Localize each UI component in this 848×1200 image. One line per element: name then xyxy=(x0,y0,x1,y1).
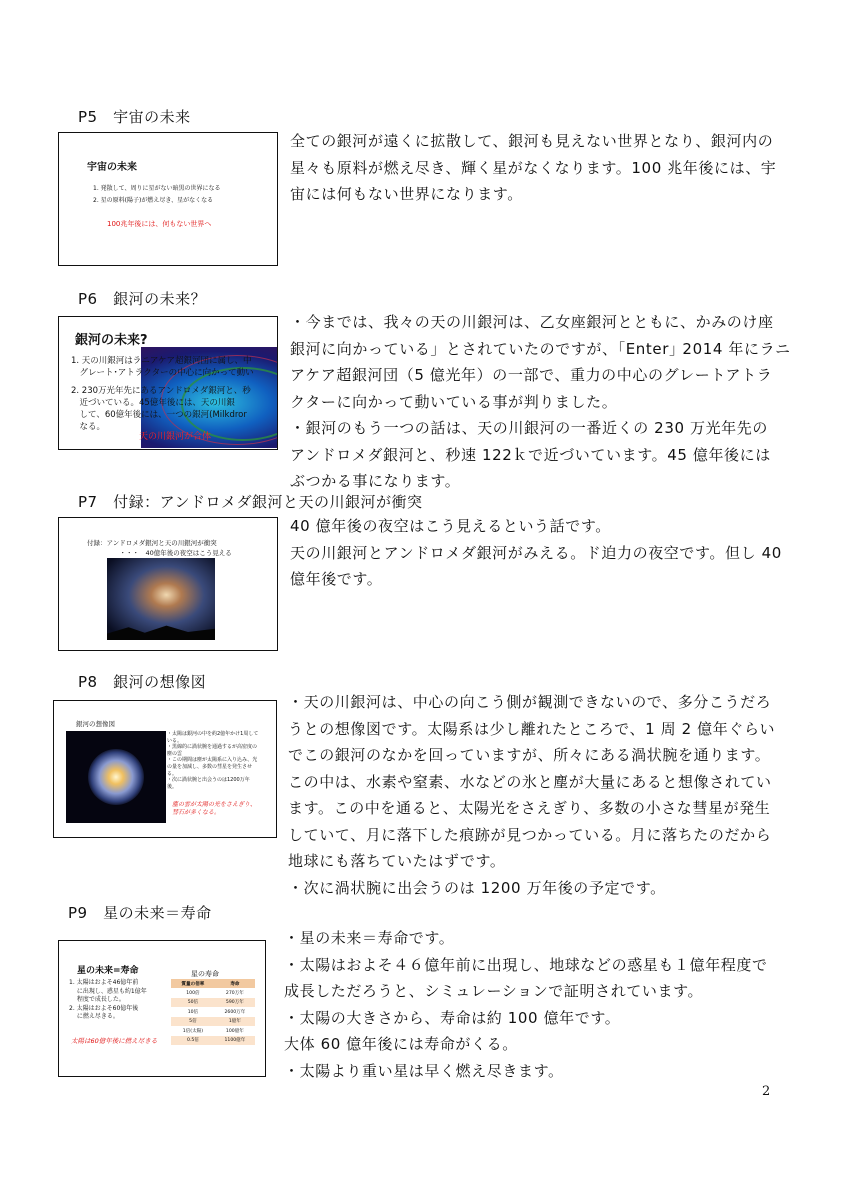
table-header-row xyxy=(171,979,255,988)
text-line: 天の川銀河とアンドロメダ銀河がみえる。ド迫力の夜空です。但し 40 xyxy=(290,543,782,562)
table-cell: 590万年 xyxy=(215,998,255,1008)
slide-p9-list xyxy=(69,979,147,1022)
slide-p7-title xyxy=(87,538,232,558)
slide-p9 xyxy=(58,940,266,1077)
text-line: ・太陽の大きさから、寿命は約 100 億年です。 xyxy=(284,1008,621,1027)
section-title-p8: P8 銀河の想像図 xyxy=(78,673,207,691)
table-row xyxy=(171,998,255,1008)
table-row xyxy=(171,1007,255,1017)
body-text-p6 xyxy=(290,309,791,495)
body-text-p9 xyxy=(284,925,768,1084)
table-row xyxy=(171,1026,255,1036)
text-line: クターに向かって動いている事が判りました。 xyxy=(290,392,618,411)
slide-p9-title: 星の未来=寿命 xyxy=(77,966,139,976)
slide-p5-item: 1. 発散して、周りに星がない暗黒の世界になる xyxy=(93,185,221,192)
body-text-p5 xyxy=(290,128,776,208)
text-line: この中は、水素や窒素、水などの氷と塵が大量にあると想像されてい xyxy=(288,772,772,791)
table-row xyxy=(171,988,255,998)
slide-p9-item: に燃え尽きる。 xyxy=(69,1013,119,1020)
section-title-p9: P9 星の未来＝寿命 xyxy=(68,904,212,922)
slide-p6-item: 1. 天の川銀河はラニアケア超銀河団に属し、中 xyxy=(71,356,252,366)
slide-p6-item: なる。 xyxy=(71,422,106,432)
slide-p6-title: 銀河の未来? xyxy=(75,333,148,348)
slide-p6-item: グレート･アトラクターの中心に向かって動い xyxy=(71,368,254,378)
slide-p6-list xyxy=(71,355,254,433)
slide-p6-item: して、60億年後には、一つの銀河(Milkdror xyxy=(71,410,247,420)
text-line: 億年後です。 xyxy=(290,570,383,588)
slide-p8-title: 銀河の想像図 xyxy=(76,720,115,728)
slide-p6-highlight: 天の川銀河が合体 xyxy=(139,432,212,442)
galaxy-core xyxy=(88,749,144,805)
table-cell: 50倍 xyxy=(171,998,215,1008)
table-cell: 2600万年 xyxy=(215,1007,255,1017)
slide-p8 xyxy=(53,700,277,838)
slide-p7-title-line: ・・・ 40億年後の夜空はこう見える xyxy=(87,549,232,557)
text-line: でこの銀河のなかを回っていますが、所々にある渦状腕を通ります。 xyxy=(288,746,771,764)
text-line: ・星の未来＝寿命です。 xyxy=(284,929,455,947)
table-cell: 0.5倍 xyxy=(171,1036,215,1046)
text-line: 40 億年後の夜空はこう見えるという話です。 xyxy=(290,517,611,535)
text-line: 大体 60 億年後には寿命がくる。 xyxy=(284,1035,518,1053)
section-title-p5: P5 宇宙の未来 xyxy=(78,108,191,126)
slide-p8-notes xyxy=(167,731,259,790)
slide-p9-item: 程度で成長した。 xyxy=(69,996,125,1003)
text-line: していて、月に落下した痕跡が見つかっている。月に落ちたのだから xyxy=(288,825,772,844)
slide-p9-item: に出現し、惑星も約1億年 xyxy=(69,987,147,995)
page-number: 2 xyxy=(762,1084,771,1099)
text-line: ・太陽より重い星は早く燃え尽きます。 xyxy=(284,1061,564,1080)
slide-p8-highlight-line: 彗石が多くなる。 xyxy=(172,809,221,816)
slide-p6-item: 2. 230万光年先にあるアンドロメダ銀河と、秒 xyxy=(71,386,251,396)
slide-p8-note: ・黒線的に渦状腕を通過するが高密度の塵の雲 xyxy=(167,744,258,757)
table-row xyxy=(171,1036,255,1046)
text-line: 地球にも落ちていたはずです。 xyxy=(288,852,506,870)
table-row xyxy=(171,1017,255,1027)
galaxy-collision-image xyxy=(107,558,215,640)
text-line: ・太陽はおよそ４６億年前に出現し、地球などの惑星も１億年程度で xyxy=(284,955,768,974)
slide-p5-list xyxy=(93,183,221,207)
table-header: 寿命 xyxy=(215,979,255,988)
slide-p5-item: 2. 星の原料(陽子)が燃え尽き、星がなくなる xyxy=(93,197,214,204)
slide-p5 xyxy=(58,132,278,266)
text-line: 宙には何もない世界になります。 xyxy=(290,185,523,203)
star-lifetime-table-title: 星の寿命 xyxy=(191,970,219,978)
slide-p7-title-line: 付録：アンドロメダ銀河と天の川銀河が衝突 xyxy=(87,539,217,547)
table-header: 質量の倍率 xyxy=(171,979,215,988)
table-cell: 1倍(太陽) xyxy=(171,1026,215,1036)
text-line: ぶつかる事になります。 xyxy=(290,472,461,490)
body-text-p7 xyxy=(290,513,782,593)
slide-p8-note: ・この期間は塵が太陽系に入り込み、光の量を加減し、多数の彗星を発生させる。 xyxy=(167,757,258,777)
table-cell: 100億年 xyxy=(215,1026,255,1036)
star-lifetime-table xyxy=(171,979,255,1045)
text-line: ・銀河のもう一つの話は、天の川銀河の一番近くの 230 万光年先の xyxy=(290,419,768,437)
slide-p9-item: 2. 太陽はおよそ60億年後 xyxy=(69,1004,139,1012)
table-cell: 10倍 xyxy=(171,1007,215,1017)
slide-p6-item: 近づいている。45億年後には、天の川銀 xyxy=(71,398,235,408)
slide-p7 xyxy=(58,517,278,651)
slide-p8-note: ・太陽は銀河の中を約2億年かけ1周している。 xyxy=(167,731,259,744)
mountain-silhouette xyxy=(107,624,215,640)
text-line: アンドロメダ銀河と、秒速 122ｋで近づいています。45 億年後には xyxy=(290,445,771,464)
slide-p8-highlight-line: 塵の雲が太陽の光をさえぎり、 xyxy=(172,801,257,808)
text-line: アケア超銀河団（5 億光年）の一部で、重力の中心のグレートアトラ xyxy=(290,366,773,384)
text-line: 成長しただろうと、シミュレーションで証明されています。 xyxy=(284,982,704,1000)
text-line: ・次に渦状腕に出会うのは 1200 万年後の予定です。 xyxy=(288,878,666,897)
slide-p5-title: 宇宙の未来 xyxy=(87,162,137,173)
text-line: 銀河に向かっている」とされていたのですが、｢Enter｣ 2014 年にラニ xyxy=(290,339,791,358)
text-line: ・天の川銀河は、中心の向こう側が観測できないので、多分こうだろ xyxy=(288,693,772,711)
section-title-p6: P6 銀河の未来？ xyxy=(78,290,207,308)
slide-p8-highlight xyxy=(172,801,256,817)
table-cell: 1億年 xyxy=(215,1017,255,1027)
slide-p5-highlight: 100兆年後には、何もない世界へ xyxy=(107,220,212,228)
body-text-p8 xyxy=(288,689,775,901)
table-cell: 270万年 xyxy=(215,988,255,998)
text-line: 星々も原料が燃え尽き、輝く星がなくなります。100 兆年後には、宇 xyxy=(290,158,777,177)
text-line: ます。この中を通ると、太陽光をさえぎり、多数の小さな彗星が発生 xyxy=(288,799,771,817)
slide-p9-item: 1. 太陽はおよそ46億年前 xyxy=(69,979,139,986)
section-title-p7: P7 付録：アンドロメダ銀河と天の川銀河が衝突 xyxy=(78,493,423,511)
slide-p6 xyxy=(58,316,278,450)
slide-p9-highlight: 太陽は60億年後に燃え尽きる xyxy=(71,1037,158,1045)
table-cell: 100倍 xyxy=(171,988,215,998)
table-cell: 1100億年 xyxy=(215,1036,255,1046)
slide-p8-note: ・次に渦状腕と出会うのは1200万年後。 xyxy=(167,777,250,790)
text-line: ・今までは、我々の天の川銀河は、乙女座銀河とともに、かみのけ座 xyxy=(290,313,774,331)
text-line: 全ての銀河が遠くに拡散して、銀河も見えない世界となり、銀河内の xyxy=(290,132,774,150)
milky-way-illustration xyxy=(66,731,166,823)
text-line: うとの想像図です。太陽系は少し離れたところで、1 周 2 億年ぐらい xyxy=(288,719,776,738)
table-cell: 5倍 xyxy=(171,1017,215,1027)
